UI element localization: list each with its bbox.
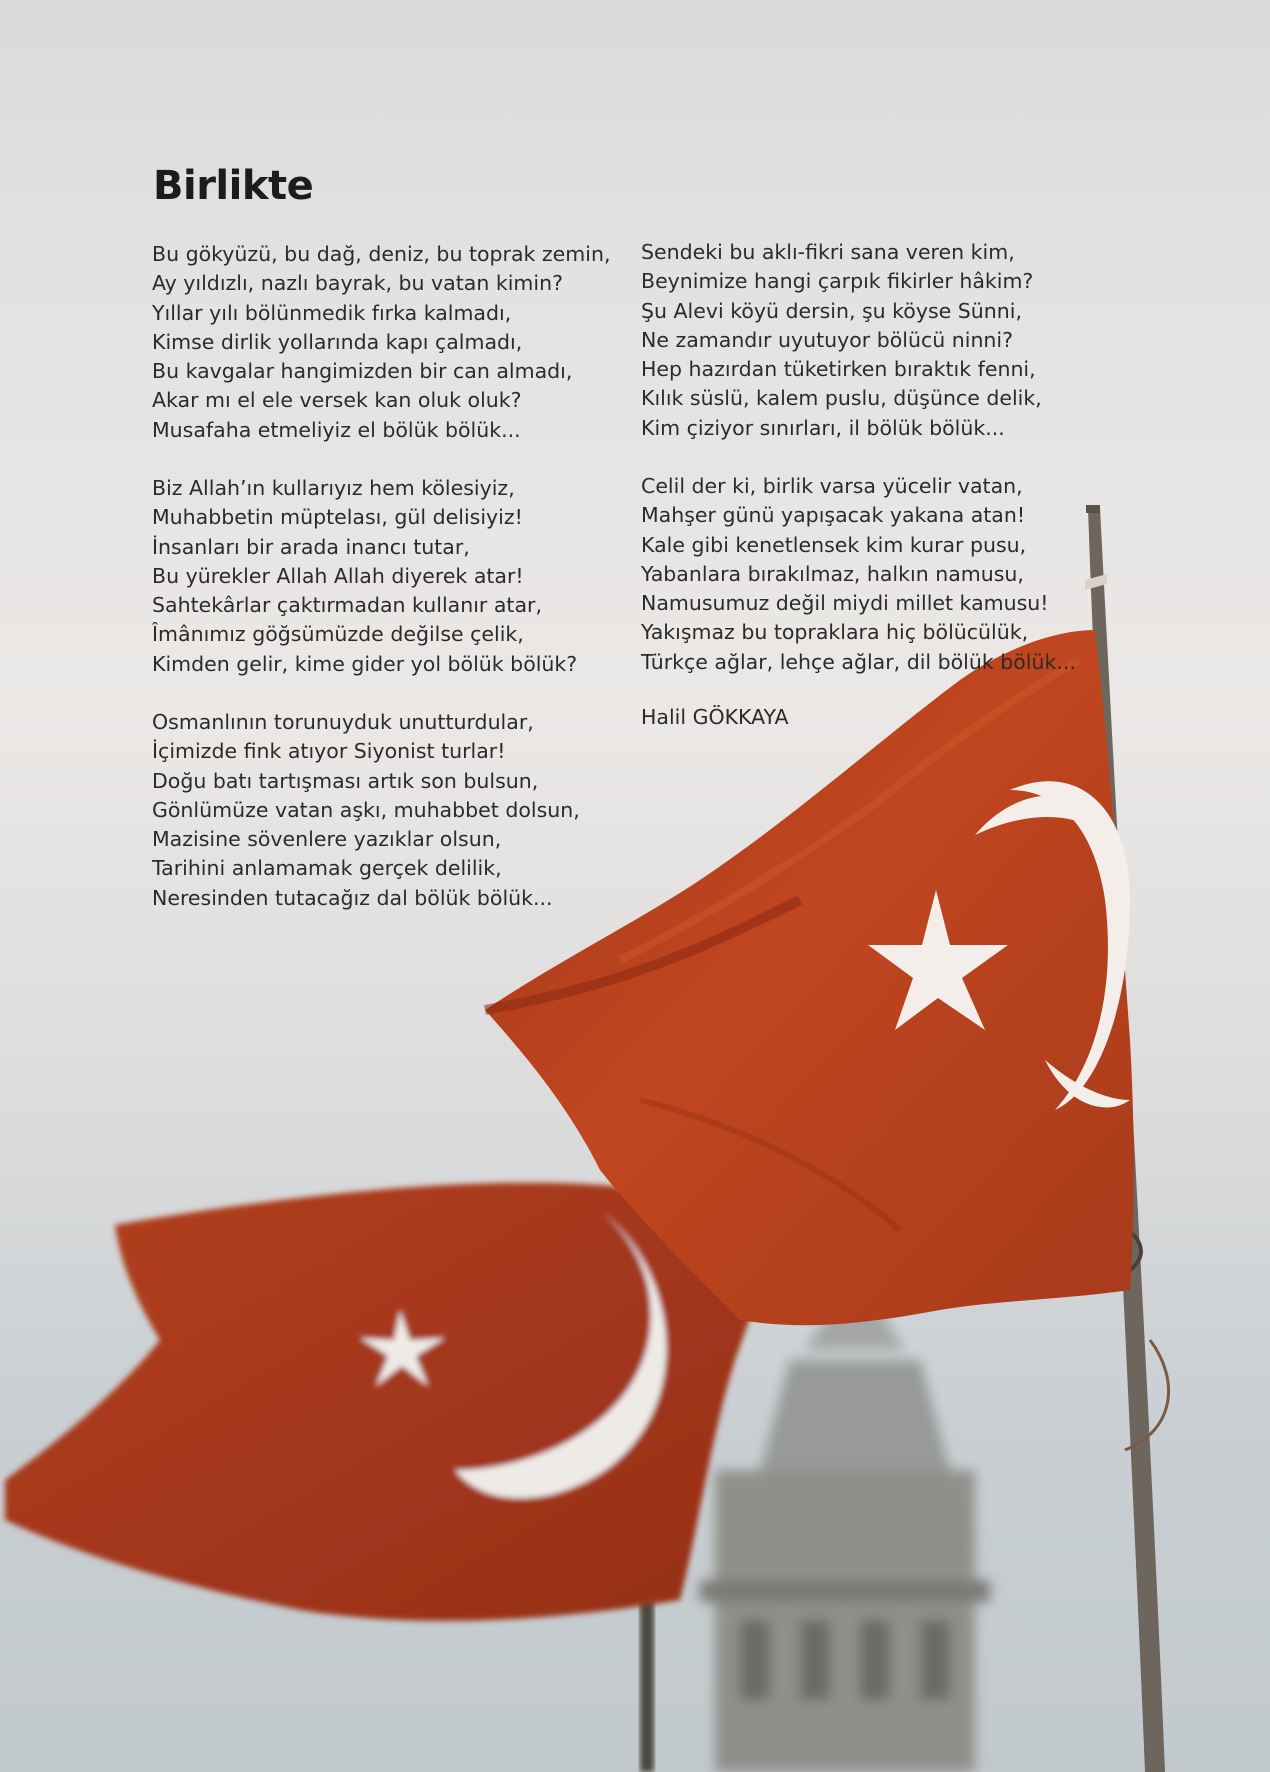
poem-line: Yabanlara bırakılmaz, halkın namusu,: [641, 561, 1024, 586]
poem-line: Şu Alevi köyü dersin, şu köyse Sünni,: [641, 298, 1022, 323]
poem-line: Îmânımız göğsümüzde değilse çelik,: [152, 622, 524, 647]
poem-line: Kimse dirlik yollarında kapı çalmadı,: [152, 329, 523, 354]
poem-line: Kimden gelir, kime gider yol bölük bölük?: [152, 651, 578, 676]
poem-line: Mahşer günü yapışacak yakana atan!: [641, 503, 1026, 528]
poem-line: Sendeki bu aklı-fikri sana veren kim,: [641, 240, 1015, 264]
poem-line: Biz Allah’ın kullarıyız hem kölesiyiz,: [152, 476, 515, 500]
poem-line: İçimizde fink atıyor Siyonist turlar!: [152, 739, 506, 764]
poem-line: Kim çiziyor sınırları, il bölük bölük...: [641, 415, 1005, 440]
poem-line: Gönlümüze vatan aşkı, muhabbet dolsun,: [152, 797, 580, 822]
poem-line: Bu kavgalar hangimizden bir can almadı,: [152, 359, 573, 384]
poem-line: Mazisine sövenlere yazıklar olsun,: [152, 827, 502, 852]
poem-line: Kılık süslü, kalem puslu, düşünce delik,: [641, 386, 1042, 411]
stanza-right-2: [641, 472, 1076, 677]
stanza-left-1: [152, 240, 610, 445]
tower: [700, 1270, 990, 1772]
poem-line: Namusumuz değil miydi millet kamusu!: [641, 591, 1049, 616]
poem-line: Yakışmaz bu topraklara hiç bölücülük,: [641, 620, 1029, 645]
poem-line: Bu gökyüzü, bu dağ, deniz, bu toprak zemin,: [152, 242, 611, 266]
poem-line: Osmanlının torunuyduk unutturdular,: [152, 710, 534, 734]
stanza-right-1: [641, 238, 1042, 443]
poem-line: Sahtekârlar çaktırmadan kullanır atar,: [152, 593, 542, 618]
poem-line: Hep hazırdan tüketirken bıraktık fenni,: [641, 357, 1036, 382]
poem-line: Musafaha etmeliyiz el bölük bölük...: [152, 417, 521, 442]
poem-line: Neresinden tutacağız dal bölük bölük...: [152, 885, 553, 910]
poem-line: Ay yıldızlı, nazlı bayrak, bu vatan kimin?: [152, 271, 563, 296]
back-flag: [5, 1183, 760, 1621]
poem-line: Tarihini anlamamak gerçek delilik,: [152, 856, 502, 881]
poem-line: Akar mı el ele versek kan oluk oluk?: [152, 388, 522, 413]
poem-line: Kale gibi kenetlensek kim kurar pusu,: [641, 532, 1027, 557]
poem-author: Halil GÖKKAYA: [641, 705, 789, 729]
poem-line: Yıllar yılı bölünmedik fırka kalmadı,: [152, 300, 512, 325]
poem-line: İnsanları bir arada inancı tutar,: [152, 534, 470, 559]
poem-line: Türkçe ağlar, lehçe ağlar, dil bölük bölük...: [641, 649, 1076, 674]
poem-line: Beynimize hangi çarpık fikirler hâkim?: [641, 269, 1034, 294]
poem-line: Muhabbetin müptelası, gül delisiyiz!: [152, 505, 523, 530]
stanza-left-2: [152, 474, 577, 679]
poem-line: Celil der ki, birlik varsa yücelir vatan,: [641, 474, 1023, 498]
poem-title: Birlikte: [153, 163, 314, 209]
poem-line: Bu yürekler Allah Allah diyerek atar!: [152, 563, 524, 588]
poem-line: Doğu batı tartışması artık son bulsun,: [152, 768, 539, 793]
poem-line: Ne zamandır uyutuyor bölücü ninni?: [641, 327, 1014, 352]
stanza-left-3: [152, 708, 580, 913]
